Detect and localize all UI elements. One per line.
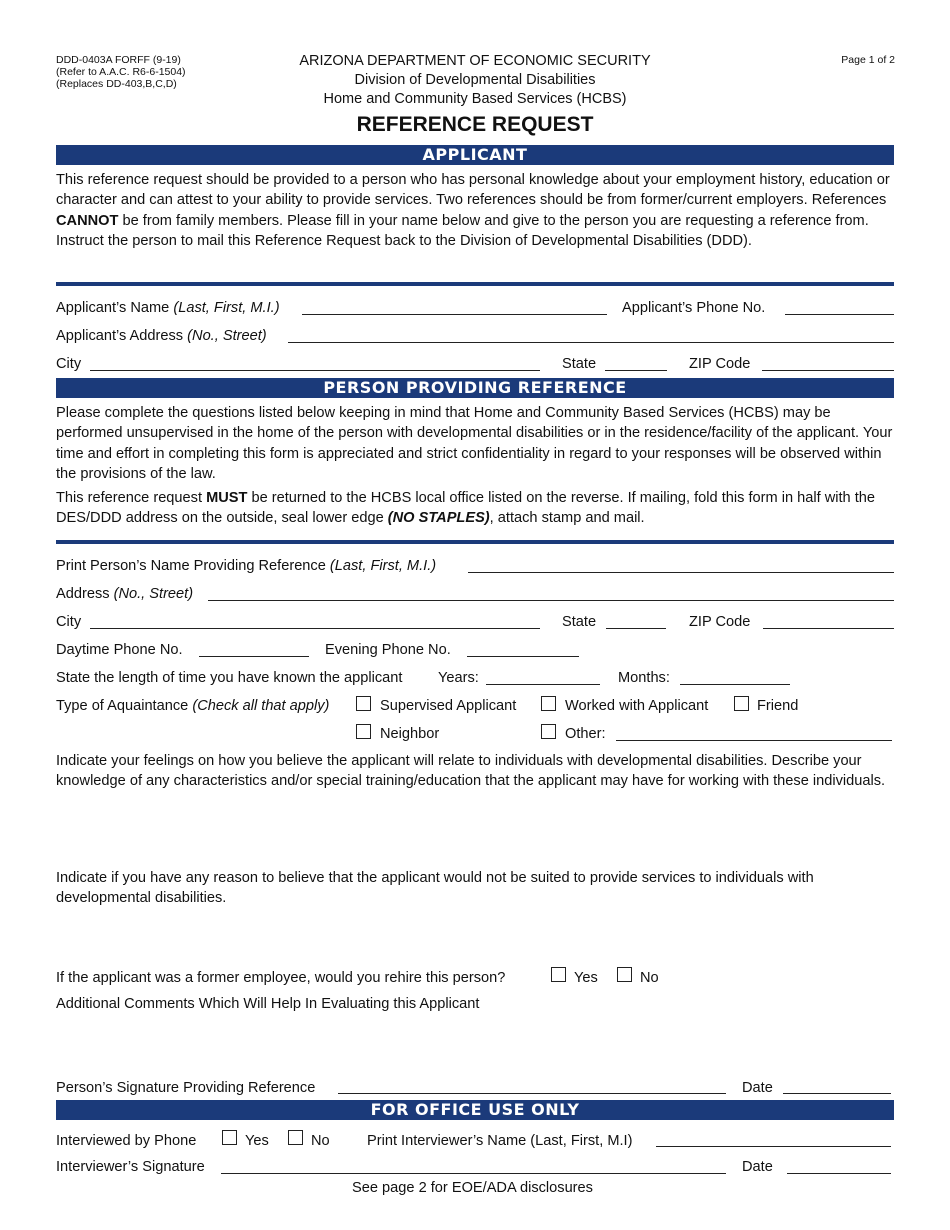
applicant-zip-field[interactable] — [762, 370, 894, 371]
interviewed-no-label: No — [311, 1133, 330, 1149]
interviewer-signature-label: Interviewer’s Signature — [56, 1159, 205, 1175]
program-name: Home and Community Based Services (HCBS) — [323, 91, 627, 107]
known-length-label: State the length of time you have known the applicant — [56, 670, 403, 686]
years-label: Years: — [438, 670, 479, 686]
years-field[interactable] — [486, 684, 600, 685]
interviewer-date-label: Date — [742, 1159, 773, 1175]
rehire-yes-label: Yes — [574, 970, 598, 986]
feelings-question: Indicate your feelings on how you believe the applicant will relate to individuals with developmental disabilities. Describe your knowledge of any characteristics and/or special training/education that the applicant may have for working with these individuals. — [56, 753, 886, 790]
interviewer-date-field[interactable] — [787, 1173, 891, 1174]
rehire-no-label: No — [640, 970, 659, 986]
form-code: DDD-0403A FORFF (9-19) — [56, 54, 181, 66]
reference-zip-label: ZIP Code — [689, 614, 751, 630]
applicant-section-header: APPLICANT — [56, 145, 894, 165]
office-section-header: FOR OFFICE USE ONLY — [56, 1100, 894, 1120]
applicant-state-field[interactable] — [605, 370, 667, 371]
friend-checkbox[interactable] — [734, 696, 749, 711]
reference-address-label: Address (No., Street) — [56, 586, 194, 602]
reference-address-field[interactable] — [208, 600, 894, 601]
supervised-applicant-checkbox[interactable] — [356, 696, 371, 711]
applicant-address-field[interactable] — [288, 342, 894, 343]
reference-zip-field[interactable] — [763, 628, 894, 629]
applicant-zip-label: ZIP Code — [689, 356, 751, 372]
agency-name: ARIZONA DEPARTMENT OF ECONOMIC SECURITY — [299, 53, 651, 69]
reference-date-field[interactable] — [783, 1093, 891, 1094]
reference-state-label: State — [562, 614, 597, 630]
interviewed-yes-label: Yes — [245, 1133, 269, 1149]
applicant-name-label: Applicant’s Name (Last, First, M.I.) — [56, 300, 280, 316]
reference-name-field[interactable] — [468, 572, 894, 573]
additional-comments-label: Additional Comments Which Will Help In Evaluating this Applicant — [56, 996, 480, 1012]
suitability-question: Indicate if you have any reason to believe that the applicant would not be suited to provide services to individuals with developmental disabilities. — [56, 870, 814, 907]
rehire-no-checkbox[interactable] — [617, 967, 632, 982]
division-name: Division of Developmental Disabilities — [354, 72, 596, 88]
interviewer-signature-field[interactable] — [221, 1173, 726, 1174]
rehire-question: If the applicant was a former employee, would you rehire this person? — [56, 970, 506, 986]
applicant-state-label: State — [562, 356, 597, 372]
other-label: Other: — [565, 726, 606, 742]
reference-city-field[interactable] — [90, 628, 540, 629]
section-divider — [56, 540, 894, 544]
daytime-phone-label: Daytime Phone No. — [56, 642, 183, 658]
applicant-city-field[interactable] — [90, 370, 540, 371]
interviewed-no-checkbox[interactable] — [288, 1130, 303, 1145]
friend-label: Friend — [757, 698, 799, 714]
applicant-address-label: Applicant’s Address (No., Street) — [56, 328, 267, 344]
reference-name-label: Print Person’s Name Providing Reference (Last, First, M.I.) — [56, 558, 437, 574]
interviewed-by-phone-label: Interviewed by Phone — [56, 1133, 197, 1149]
months-label: Months: — [618, 670, 670, 686]
worked-with-applicant-checkbox[interactable] — [541, 696, 556, 711]
daytime-phone-field[interactable] — [199, 656, 309, 657]
neighbor-checkbox[interactable] — [356, 724, 371, 739]
reference-section-header: PERSON PROVIDING REFERENCE — [56, 378, 894, 398]
form-replaces: (Replaces DD-403,B,C,D) — [56, 78, 177, 90]
evening-phone-field[interactable] — [467, 656, 579, 657]
other-field[interactable] — [616, 740, 892, 741]
page-title: REFERENCE REQUEST — [356, 113, 594, 136]
reference-date-label: Date — [742, 1080, 773, 1096]
applicant-phone-label: Applicant’s Phone No. — [622, 300, 766, 316]
months-field[interactable] — [680, 684, 790, 685]
applicant-phone-field[interactable] — [785, 314, 894, 315]
form-refer: (Refer to A.A.C. R6-6-1504) — [56, 66, 186, 78]
reference-city-label: City — [56, 614, 82, 630]
applicant-city-label: City — [56, 356, 82, 372]
applicant-instructions: This reference request should be provided to a person who has personal knowledge about your employment history, education or character and can attest to your ability to provide services. Two references should be from former/current employers. References CANNOT be from family members. Please fill in your name below and give to the person you are requesting a reference from. Instruct the person to mail this Reference Request back to the Division of Developmental Disabilities (DDD). — [56, 172, 890, 249]
reference-state-field[interactable] — [606, 628, 666, 629]
interviewer-name-label: Print Interviewer’s Name (Last, First, M.I) — [367, 1133, 633, 1149]
reference-signature-label: Person’s Signature Providing Reference — [56, 1080, 316, 1096]
evening-phone-label: Evening Phone No. — [325, 642, 451, 658]
supervised-applicant-label: Supervised Applicant — [380, 698, 517, 714]
section-divider — [56, 282, 894, 286]
worked-with-applicant-label: Worked with Applicant — [565, 698, 709, 714]
interviewed-yes-checkbox[interactable] — [222, 1130, 237, 1145]
page-number: Page 1 of 2 — [841, 54, 895, 66]
neighbor-label: Neighbor — [380, 726, 440, 742]
reference-mailing-instructions: This reference request MUST be returned to the HCBS local office listed on the reverse. If mailing, fold this form in half with the DES/DDD address on the outside, seal lower edge (NO STAPLES), attach stamp and mail. — [56, 490, 876, 527]
reference-signature-field[interactable] — [338, 1093, 726, 1094]
rehire-yes-checkbox[interactable] — [551, 967, 566, 982]
interviewer-name-field[interactable] — [656, 1146, 891, 1147]
applicant-name-field[interactable] — [302, 314, 607, 315]
other-checkbox[interactable] — [541, 724, 556, 739]
acquaintance-label: Type of Aquaintance (Check all that apply) — [56, 698, 330, 714]
reference-instructions: Please complete the questions listed below keeping in mind that Home and Community Based Services (HCBS) may be performed unsupervised in the home of the person with developmental disabilities or in the residence/facility of the applicant. Your time and effort in completing this form is appreciated and strict confidentiality in regard to your responses will be observed within the provisions of the law. — [56, 405, 893, 482]
footer-note: See page 2 for EOE/ADA disclosures — [352, 1180, 593, 1196]
